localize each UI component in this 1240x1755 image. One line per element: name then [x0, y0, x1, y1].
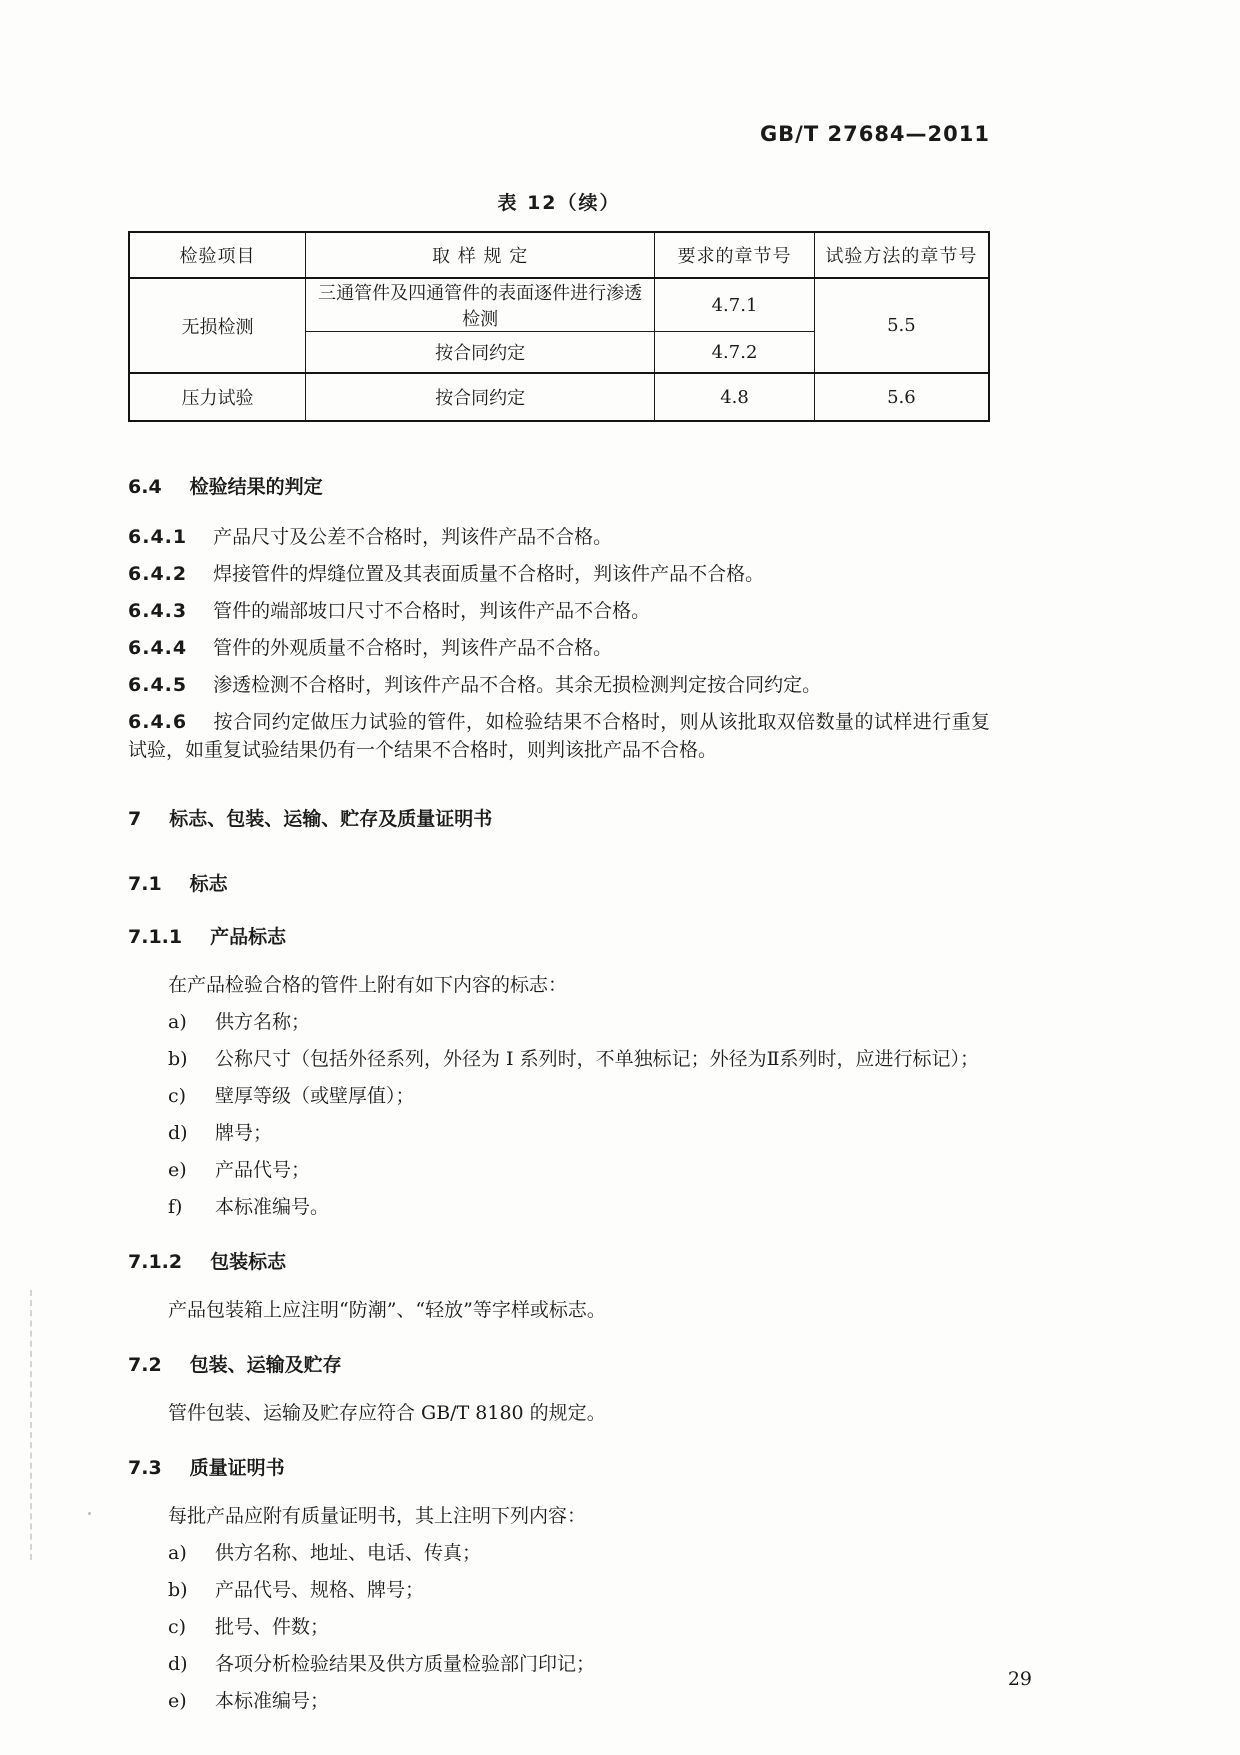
list-item — [128, 1539, 990, 1567]
list-marker: c) — [168, 1085, 187, 1107]
col-header-sampling-rule: 取 样 规 定 — [306, 232, 655, 278]
clause-number: 6.4.2 — [128, 563, 188, 585]
scan-artifact-line — [30, 1290, 32, 1560]
table-title: 表 12（续） — [497, 192, 621, 214]
list-marker: b) — [168, 1579, 188, 1601]
section-title: 检验结果的判定 — [189, 476, 323, 498]
certificate-list — [128, 1539, 990, 1715]
table-row — [129, 278, 989, 332]
clause-text: 管件的外观质量不合格时，判该件产品不合格。 — [213, 637, 613, 659]
cell-pressure-req: 4.8 — [655, 373, 815, 421]
paragraph-7-1-2: 产品包装箱上应注明“防潮”、“轻放”等字样或标志。 — [168, 1299, 606, 1321]
list-text: 本标准编号。 — [215, 1196, 330, 1218]
section-number: 7.3 — [128, 1457, 162, 1479]
inspection-table — [128, 231, 990, 422]
paragraph-7-2: 管件包装、运输及贮存应符合 GB/T 8180 的规定。 — [168, 1402, 606, 1424]
list-marker: c) — [168, 1616, 187, 1638]
page-content — [128, 0, 990, 1724]
section-heading-7-3 — [128, 1453, 990, 1480]
section-heading-7-1 — [128, 869, 990, 896]
cell-nd-sampling-2: 按合同约定 — [306, 332, 655, 374]
list-marker: d) — [168, 1653, 188, 1675]
section-title: 包装、运输及贮存 — [189, 1354, 342, 1376]
table-row — [129, 373, 989, 421]
cell-pressure-method: 5.6 — [814, 373, 989, 421]
clause-text: 按合同约定做压力试验的管件，如检验结果不合格时，则从该批取双倍数量的试样进行重复试验，如重复试验结果仍有一个结果不合格时，则判该批产品不合格。 — [128, 711, 990, 761]
section-heading-7-2 — [128, 1350, 990, 1377]
scan-speck — [247, 1127, 251, 1133]
clause-number: 6.4.3 — [128, 600, 188, 622]
section-number: 7 — [128, 808, 142, 830]
clause-6-4-3 — [128, 597, 990, 625]
col-header-test-method-clause: 试验方法的章节号 — [814, 232, 989, 278]
list-text: 本标准编号； — [215, 1690, 330, 1712]
section-number: 7.1.1 — [128, 926, 183, 948]
clause-6-4-6 — [128, 708, 990, 764]
section-title: 包装标志 — [210, 1251, 287, 1273]
clause-6-4-4 — [128, 634, 990, 662]
list-item — [128, 1193, 990, 1221]
section-heading-7-1-2 — [128, 1247, 990, 1274]
list-item — [128, 1119, 990, 1147]
clause-text: 管件的端部坡口尺寸不合格时，判该件产品不合格。 — [213, 600, 651, 622]
list-item — [128, 1687, 990, 1715]
clause-text: 渗透检测不合格时，判该件产品不合格。其余无损检测判定按合同约定。 — [213, 674, 822, 696]
section-number: 6.4 — [128, 476, 162, 498]
clause-text: 产品尺寸及公差不合格时，判该件产品不合格。 — [213, 526, 613, 548]
list-marker: e) — [168, 1690, 187, 1712]
clause-number: 6.4.5 — [128, 674, 188, 696]
list-item — [128, 1650, 990, 1678]
list-marker: a) — [168, 1011, 187, 1033]
clause-text: 焊接管件的焊缝位置及其表面质量不合格时，判该件产品不合格。 — [213, 563, 765, 585]
list-item — [128, 1045, 990, 1073]
section-title: 质量证明书 — [189, 1457, 285, 1479]
list-item — [128, 1613, 990, 1641]
list-text: 供方名称； — [215, 1011, 311, 1033]
list-marker: a) — [168, 1542, 187, 1564]
cell-pressure-sampling: 按合同约定 — [306, 373, 655, 421]
list-item — [128, 1156, 990, 1184]
list-text: 壁厚等级（或壁厚值）； — [215, 1085, 415, 1107]
table-header-row — [129, 232, 989, 278]
list-marker: f) — [168, 1196, 183, 1218]
clause-list-6-4 — [128, 523, 990, 764]
page-number: 29 — [1007, 1668, 1032, 1690]
list-marker: d) — [168, 1122, 188, 1144]
list-marker: e) — [168, 1159, 187, 1181]
clause-6-4-5 — [128, 671, 990, 699]
section-number: 7.1.2 — [128, 1251, 183, 1273]
standard-number: GB/T 27684—2011 — [759, 122, 990, 146]
list-item — [128, 1008, 990, 1036]
paragraph-7-3-intro: 每批产品应附有质量证明书，其上注明下列内容： — [168, 1505, 587, 1527]
marking-list — [128, 1008, 990, 1221]
cell-nd-req-2: 4.7.2 — [655, 332, 815, 374]
list-marker: b) — [168, 1048, 188, 1070]
list-text: 各项分析检验结果及供方质量检验部门印记； — [215, 1653, 596, 1675]
cell-nd-method: 5.5 — [814, 278, 989, 373]
list-item — [128, 1082, 990, 1110]
cell-pressure-item: 压力试验 — [129, 373, 306, 421]
scan-speck — [88, 1512, 91, 1515]
section-heading-7-1-1 — [128, 922, 990, 949]
list-text: 批号、件数； — [215, 1616, 330, 1638]
paragraph-7-1-1-intro: 在产品检验合格的管件上附有如下内容的标志： — [168, 974, 568, 996]
list-text: 供方名称、地址、电话、传真； — [215, 1542, 482, 1564]
section-title: 标志、包装、运输、贮存及质量证明书 — [169, 808, 493, 830]
list-item — [128, 1576, 990, 1604]
clause-6-4-1 — [128, 523, 990, 551]
col-header-requirement-clause: 要求的章节号 — [655, 232, 815, 278]
section-heading-6-4 — [128, 472, 990, 499]
section-number: 7.1 — [128, 873, 162, 895]
clause-number: 6.4.4 — [128, 637, 188, 659]
section-heading-7 — [128, 804, 990, 831]
list-text: 产品代号、规格、牌号； — [215, 1579, 425, 1601]
list-text: 牌号； — [215, 1122, 273, 1144]
col-header-inspection-item: 检验项目 — [129, 232, 306, 278]
cell-nd-sampling-1: 三通管件及四通管件的表面逐件进行渗透检测 — [306, 278, 655, 332]
section-title: 产品标志 — [210, 926, 287, 948]
list-text: 产品代号； — [215, 1159, 311, 1181]
clause-6-4-2 — [128, 560, 990, 588]
list-text: 公称尺寸（包括外径系列，外径为 Ⅰ 系列时，不单独标记；外径为Ⅱ系列时，应进行标记）； — [215, 1048, 980, 1070]
section-number: 7.2 — [128, 1354, 162, 1376]
section-title: 标志 — [189, 873, 228, 895]
cell-nondestructive-item: 无损检测 — [129, 278, 306, 373]
clause-number: 6.4.6 — [128, 711, 188, 733]
clause-number: 6.4.1 — [128, 526, 188, 548]
cell-nd-req-1: 4.7.1 — [655, 278, 815, 332]
